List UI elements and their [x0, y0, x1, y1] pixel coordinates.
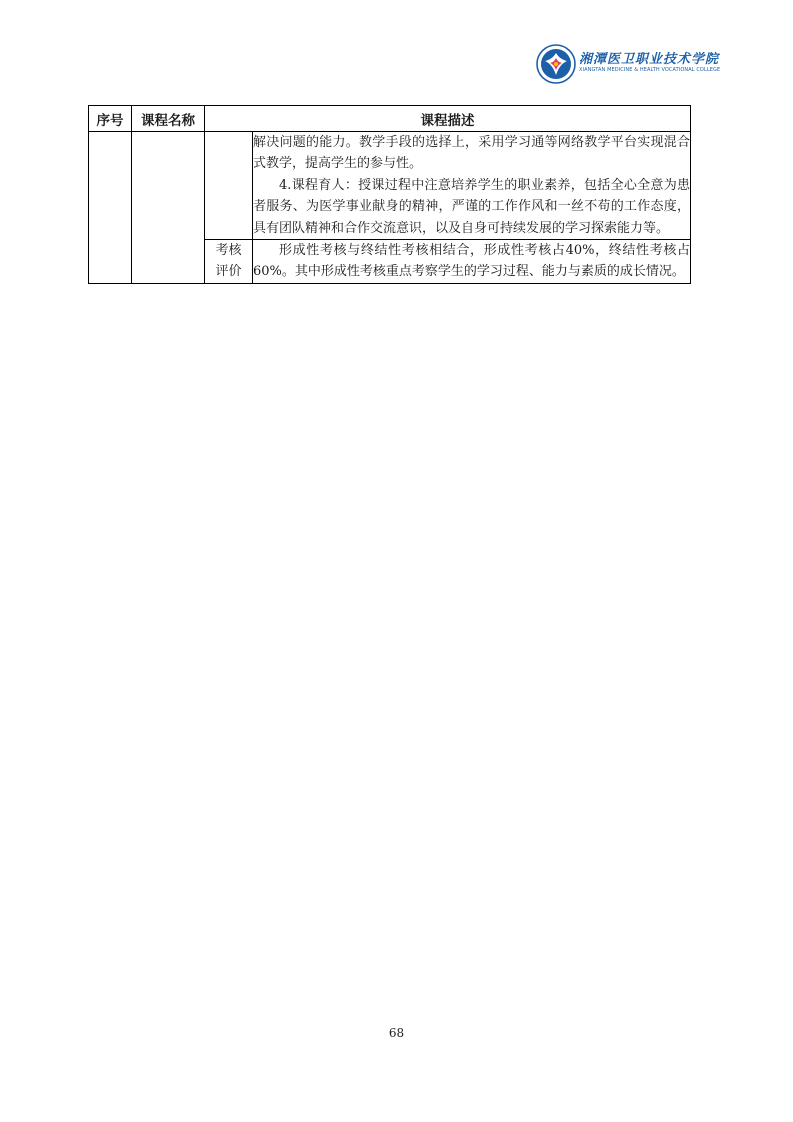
assessment-label-cell	[205, 240, 253, 284]
description-paragraph: 解决问题的能力。教学手段的选择上，采用学习通等网络教学平台实现混合式教学，提高学生的参与性。	[253, 135, 690, 172]
assessment-label-line: 考核	[215, 243, 242, 259]
header-course-description: 课程描述	[205, 106, 691, 132]
description-paragraph: 形成性考核与终结性考核相结合，形成性考核占40%，终结性考核占60%。其中形成性考核重点考察学生的学习过程、能力与素质的成长情况。	[253, 243, 690, 280]
assessment-description-cell	[253, 240, 691, 284]
serial-number-cell	[89, 132, 132, 284]
page-number: 68	[388, 1026, 405, 1040]
college-name-english: XIANGTAN MEDICINE & HEALTH VOCATIONAL COLLEGE	[579, 67, 721, 73]
college-emblem-icon	[536, 44, 576, 84]
table-row	[89, 132, 691, 240]
table-header-row	[89, 106, 691, 132]
description-paragraph: 4.课程育人：授课过程中注意培养学生的职业素养，包括全心全意为患者服务、为医学事业献身的精神，严谨的工作作风和一丝不苟的工作态度，具有团队精神和合作交流意识，以及自身可持续发展的学习探索能力等。	[253, 177, 690, 236]
college-name-chinese: 湘潭医卫职业技术学院	[579, 52, 720, 67]
college-logo	[536, 44, 721, 88]
header-course-name: 课程名称	[132, 106, 205, 132]
course-name-cell	[132, 132, 205, 284]
sub-label-cell	[205, 132, 253, 240]
course-description-table	[88, 105, 691, 284]
header-serial-number: 序号	[89, 106, 132, 132]
assessment-label-line: 评价	[215, 264, 242, 280]
description-cell	[253, 132, 691, 240]
